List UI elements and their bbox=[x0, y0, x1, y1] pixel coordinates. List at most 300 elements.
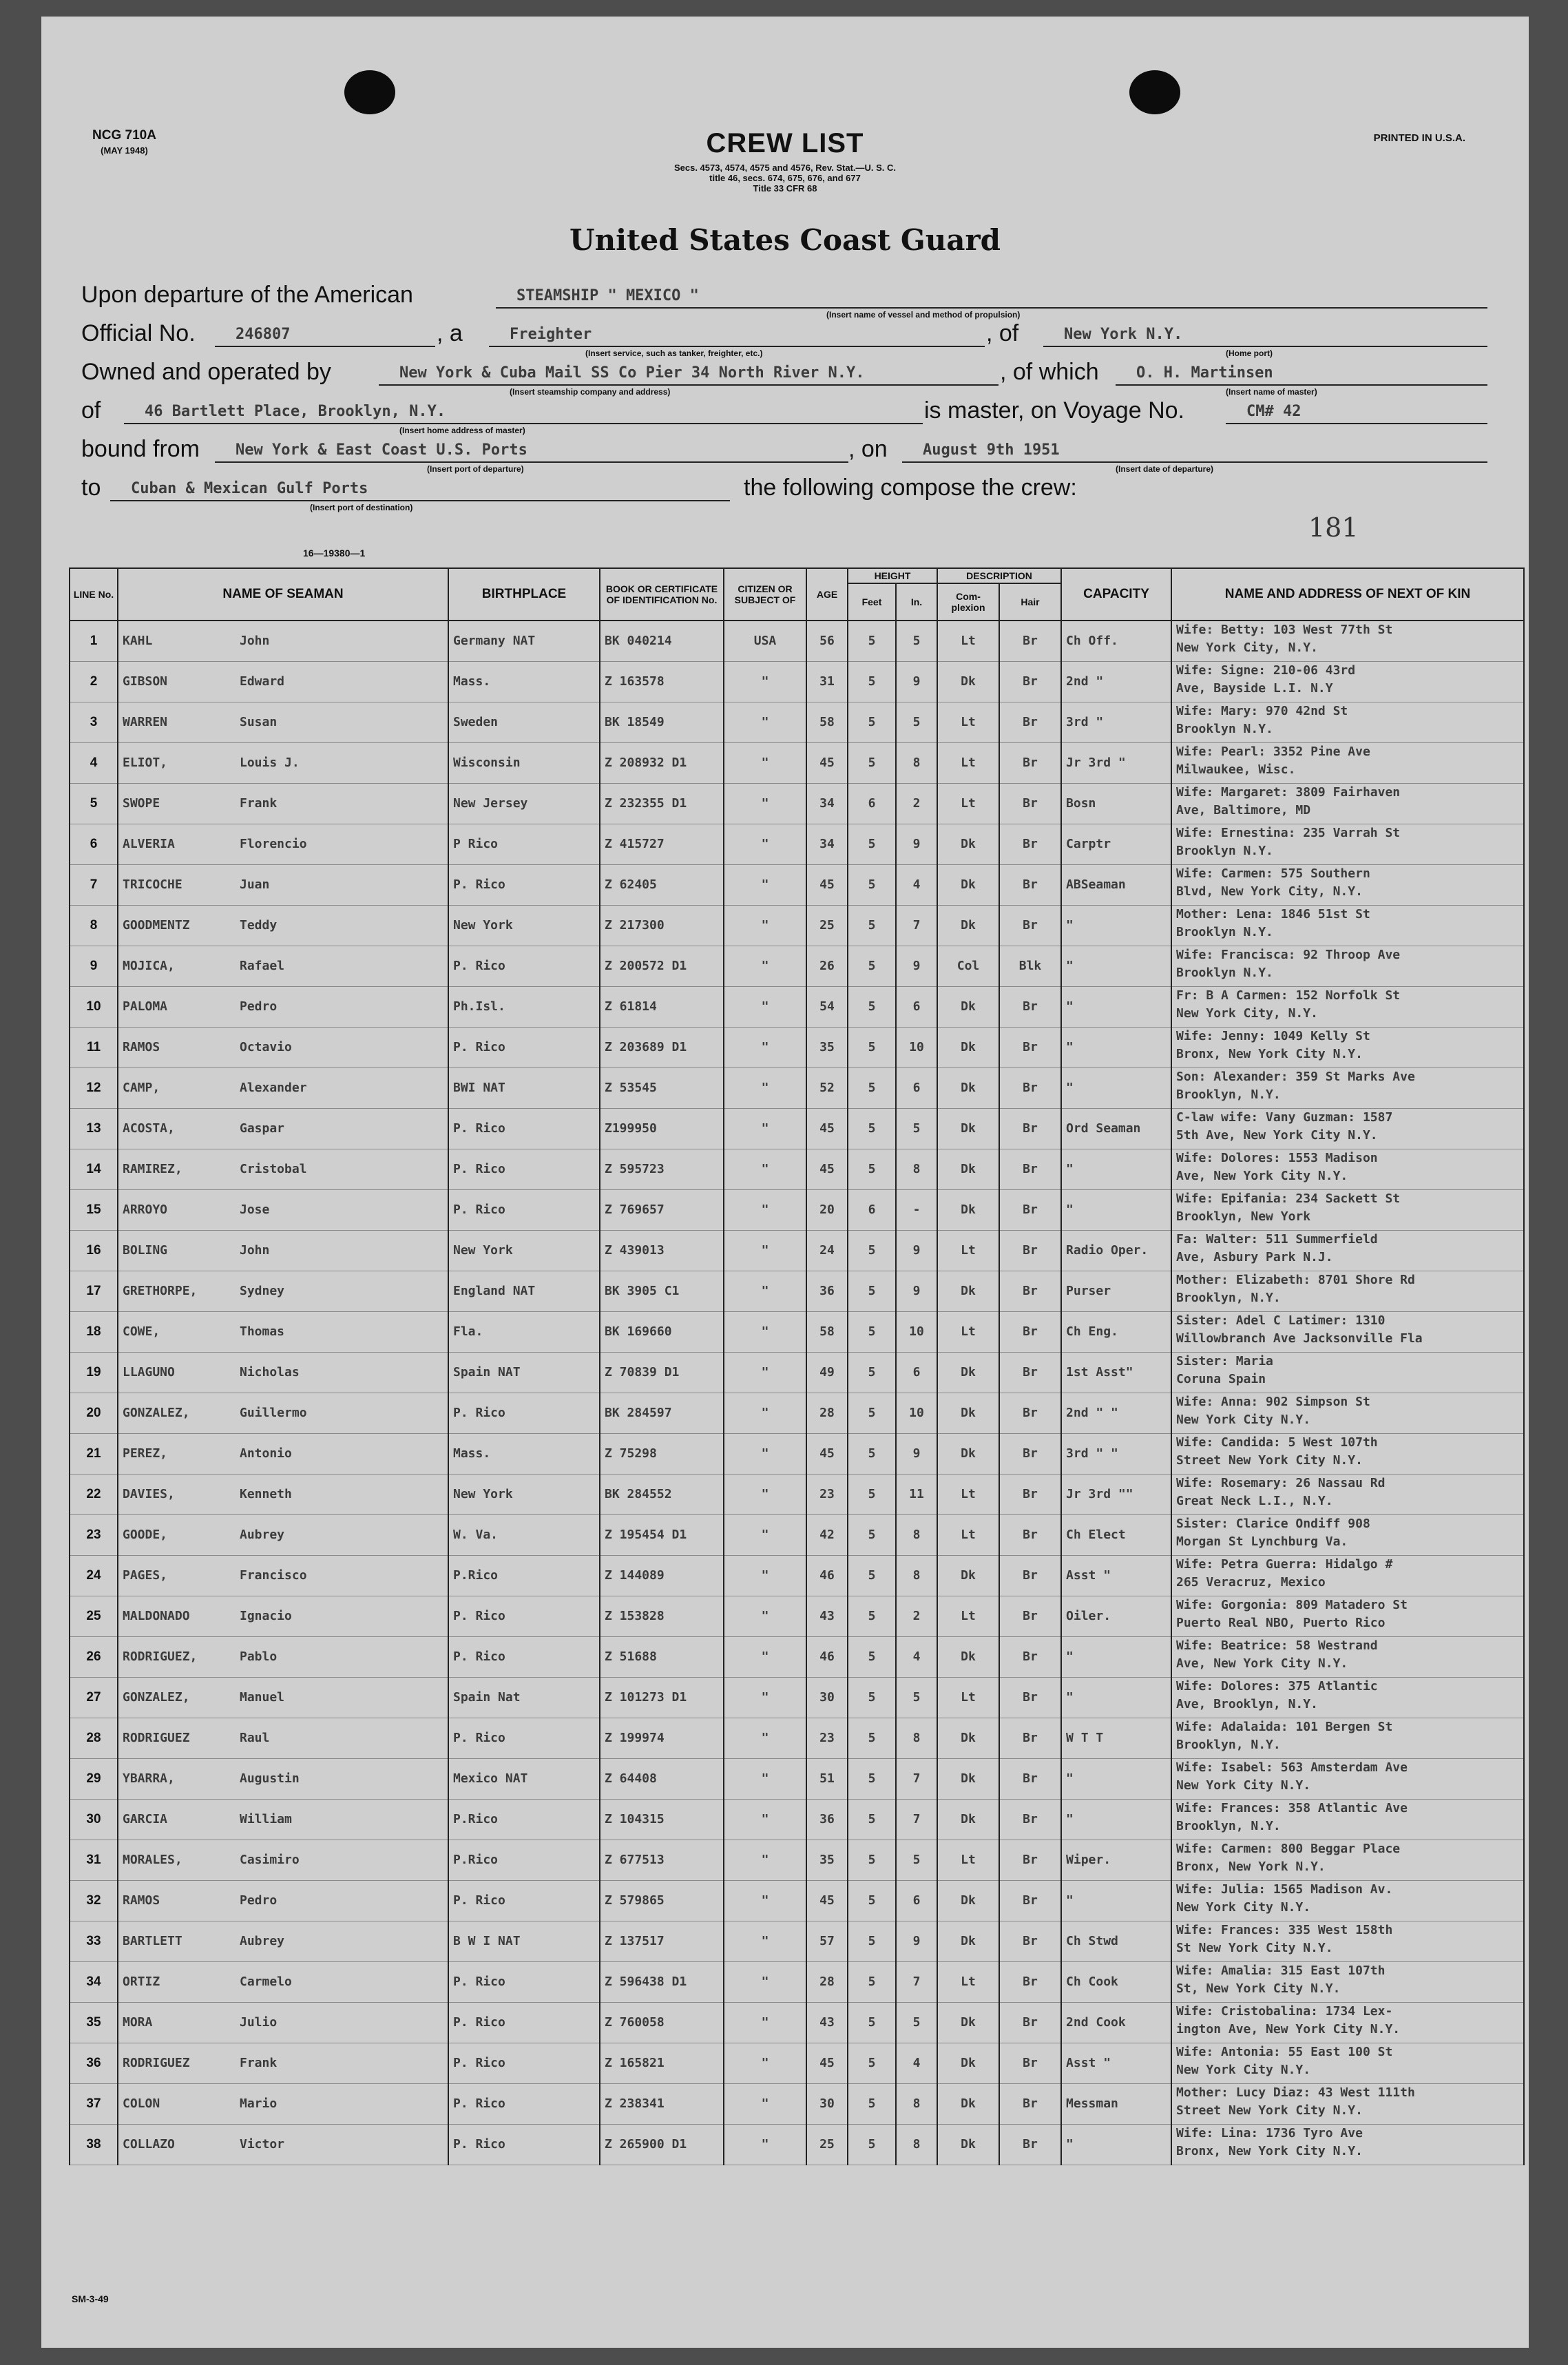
age: 34 bbox=[806, 783, 848, 824]
kin-line: Ave, Asbury Park N.J. bbox=[1176, 1249, 1333, 1264]
given-name: Pedro bbox=[240, 1893, 278, 1908]
height-inches: 5 bbox=[896, 621, 937, 661]
citizenship: " bbox=[724, 864, 806, 905]
seaman-name bbox=[118, 1352, 448, 1393]
surname: ALVERIA bbox=[123, 837, 175, 851]
citizenship: " bbox=[724, 1393, 806, 1433]
height-feet: 5 bbox=[848, 864, 896, 905]
given-name: Juan bbox=[240, 877, 270, 892]
birthplace: Wisconsin bbox=[448, 742, 600, 783]
next-of-kin bbox=[1171, 1921, 1524, 1961]
complexion: Lt bbox=[937, 621, 999, 661]
kin-line: Sister: Adel C Latimer: 1310 bbox=[1176, 1313, 1386, 1328]
master-caption: (Insert name of master) bbox=[1226, 387, 1317, 397]
age: 58 bbox=[806, 1311, 848, 1352]
hair: Br bbox=[999, 1108, 1061, 1149]
age: 45 bbox=[806, 1108, 848, 1149]
complexion: Dk bbox=[937, 1149, 999, 1189]
capacity: " bbox=[1061, 1027, 1171, 1067]
age: 46 bbox=[806, 1636, 848, 1677]
seaman-name bbox=[118, 1961, 448, 2002]
destination-value: Cuban & Mexican Gulf Ports bbox=[131, 480, 368, 497]
birthplace: P. Rico bbox=[448, 864, 600, 905]
kin-line: Wife: Adalaida: 101 Bergen St bbox=[1176, 1719, 1393, 1734]
citizenship: " bbox=[724, 1880, 806, 1921]
surname: BARTLETT bbox=[123, 1934, 182, 1948]
height-inches: 7 bbox=[896, 905, 937, 946]
height-inches: 8 bbox=[896, 742, 937, 783]
next-of-kin bbox=[1171, 1514, 1524, 1555]
birthplace: P. Rico bbox=[448, 1149, 600, 1189]
hair: Br bbox=[999, 1149, 1061, 1189]
height-inches: 5 bbox=[896, 2002, 937, 2043]
birthplace: Spain NAT bbox=[448, 1352, 600, 1393]
hair: Br bbox=[999, 864, 1061, 905]
height-feet: 6 bbox=[848, 783, 896, 824]
line-number: 13 bbox=[70, 1108, 118, 1149]
certificate-number: BK 169660 bbox=[600, 1311, 724, 1352]
height-feet: 5 bbox=[848, 1230, 896, 1271]
hair: Br bbox=[999, 1961, 1061, 2002]
seaman-name bbox=[118, 783, 448, 824]
hair: Br bbox=[999, 1718, 1061, 1758]
birthplace: P. Rico bbox=[448, 946, 600, 986]
print-code: 16—19380—1 bbox=[303, 548, 366, 559]
age: 28 bbox=[806, 1961, 848, 2002]
hair: Br bbox=[999, 1555, 1061, 1596]
seaman-name bbox=[118, 1758, 448, 1799]
form-code-text: NCG 710A bbox=[92, 128, 156, 143]
kin-line: Wife: Cristobalina: 1734 Lex- bbox=[1176, 2003, 1393, 2019]
complexion: Lt bbox=[937, 1596, 999, 1636]
capacity: 2nd " bbox=[1061, 661, 1171, 702]
surname: COWE, bbox=[123, 1324, 160, 1339]
age: 23 bbox=[806, 1718, 848, 1758]
citizenship: " bbox=[724, 824, 806, 864]
capacity: ABSeaman bbox=[1061, 864, 1171, 905]
birthplace: B W I NAT bbox=[448, 1921, 600, 1961]
citizenship: " bbox=[724, 2043, 806, 2083]
complexion: Dk bbox=[937, 2002, 999, 2043]
given-name: Carmelo bbox=[240, 1975, 292, 1989]
kin-line: Wife: Mary: 970 42nd St bbox=[1176, 703, 1348, 718]
seaman-name bbox=[118, 1108, 448, 1149]
given-name: Louis J. bbox=[240, 756, 300, 770]
capacity: Messman bbox=[1061, 2083, 1171, 2124]
height-inches: 6 bbox=[896, 1352, 937, 1393]
surname: BOLING bbox=[123, 1243, 168, 1258]
given-name: Thomas bbox=[240, 1324, 285, 1339]
capacity: Ch Eng. bbox=[1061, 1311, 1171, 1352]
next-of-kin bbox=[1171, 742, 1524, 783]
kin-line: Wife: Frances: 358 Atlantic Ave bbox=[1176, 1800, 1408, 1815]
surname: KAHL bbox=[123, 634, 153, 649]
certificate-number: Z 104315 bbox=[600, 1799, 724, 1840]
kin-line: Brooklyn N.Y. bbox=[1176, 924, 1273, 939]
age: 57 bbox=[806, 1921, 848, 1961]
capacity: Wiper. bbox=[1061, 1840, 1171, 1880]
height-inches: 9 bbox=[896, 1921, 937, 1961]
kin-line: St New York City N.Y. bbox=[1176, 1940, 1333, 1955]
departure-port-field bbox=[215, 438, 848, 463]
height-feet: 5 bbox=[848, 1393, 896, 1433]
kin-line: Wife: Amalia: 315 East 107th bbox=[1176, 1963, 1386, 1978]
kin-line: New York City N.Y. bbox=[1176, 1899, 1311, 1915]
seaman-name bbox=[118, 1311, 448, 1352]
height-inches: 9 bbox=[896, 661, 937, 702]
statute-line: title 46, secs. 674, 675, 676, and 677 bbox=[709, 173, 861, 183]
kin-line: Brooklyn N.Y. bbox=[1176, 965, 1273, 980]
given-name: Mario bbox=[240, 2096, 278, 2111]
col-feet: Feet bbox=[848, 583, 896, 621]
height-inches: 9 bbox=[896, 824, 937, 864]
height-feet: 5 bbox=[848, 2043, 896, 2083]
age: 45 bbox=[806, 2043, 848, 2083]
crew-row bbox=[70, 1433, 1524, 1474]
destination-field bbox=[110, 477, 730, 501]
capacity: " bbox=[1061, 905, 1171, 946]
line-number: 35 bbox=[70, 2002, 118, 2043]
of2-label: of bbox=[81, 397, 101, 424]
line-number: 18 bbox=[70, 1311, 118, 1352]
seaman-name bbox=[118, 1393, 448, 1433]
voyage-field bbox=[1226, 399, 1487, 424]
line-number: 23 bbox=[70, 1514, 118, 1555]
crew-row bbox=[70, 1067, 1524, 1108]
line-number: 21 bbox=[70, 1433, 118, 1474]
height-inches: 10 bbox=[896, 1311, 937, 1352]
col-capacity: CAPACITY bbox=[1061, 568, 1171, 621]
citizenship: " bbox=[724, 1067, 806, 1108]
birthplace: New York bbox=[448, 1474, 600, 1514]
capacity: " bbox=[1061, 1636, 1171, 1677]
complexion: Dk bbox=[937, 1799, 999, 1840]
birthplace: P. Rico bbox=[448, 1596, 600, 1636]
departure-date-value: August 9th 1951 bbox=[923, 441, 1060, 459]
crew-row bbox=[70, 1027, 1524, 1067]
kin-line: St, New York City N.Y. bbox=[1176, 1981, 1341, 1996]
birthplace: Mexico NAT bbox=[448, 1758, 600, 1799]
height-inches: 9 bbox=[896, 1230, 937, 1271]
birthplace: Fla. bbox=[448, 1311, 600, 1352]
capacity: Bosn bbox=[1061, 783, 1171, 824]
hair: Br bbox=[999, 824, 1061, 864]
birthplace: W. Va. bbox=[448, 1514, 600, 1555]
crew-row bbox=[70, 986, 1524, 1027]
birthplace: Spain Nat bbox=[448, 1677, 600, 1718]
kin-line: Wife: Isabel: 563 Amsterdam Ave bbox=[1176, 1760, 1408, 1775]
kin-line: Mother: Lucy Diaz: 43 West 111th bbox=[1176, 2085, 1415, 2100]
surname: GIBSON bbox=[123, 674, 168, 689]
line-number: 14 bbox=[70, 1149, 118, 1189]
kin-line: Morgan St Lynchburg Va. bbox=[1176, 1534, 1348, 1549]
master-address-value: 46 Bartlett Place, Brooklyn, N.Y. bbox=[145, 403, 446, 420]
crew-row bbox=[70, 1555, 1524, 1596]
surname: WARREN bbox=[123, 715, 168, 729]
line-number: 25 bbox=[70, 1596, 118, 1636]
age: 35 bbox=[806, 1027, 848, 1067]
citizenship: " bbox=[724, 2083, 806, 2124]
crew-row bbox=[70, 1921, 1524, 1961]
height-feet: 5 bbox=[848, 1677, 896, 1718]
certificate-number: Z 415727 bbox=[600, 824, 724, 864]
line-number: 12 bbox=[70, 1067, 118, 1108]
of-label: , of bbox=[986, 320, 1019, 346]
complexion: Lt bbox=[937, 1474, 999, 1514]
vessel-caption: (Insert name of vessel and method of propulsion) bbox=[826, 310, 1021, 320]
seaman-name bbox=[118, 1027, 448, 1067]
next-of-kin bbox=[1171, 1758, 1524, 1799]
page-number: 181 bbox=[1308, 512, 1359, 543]
given-name: Manuel bbox=[240, 1690, 285, 1705]
surname: GOODE, bbox=[123, 1528, 168, 1542]
capacity: " bbox=[1061, 986, 1171, 1027]
crew-row bbox=[70, 1799, 1524, 1840]
departure-port-caption: (Insert port of departure) bbox=[427, 464, 524, 474]
surname: PAGES, bbox=[123, 1568, 168, 1583]
next-of-kin bbox=[1171, 1393, 1524, 1433]
kin-line: New York City, N.Y. bbox=[1176, 640, 1318, 655]
height-inches: 8 bbox=[896, 1718, 937, 1758]
complexion: Dk bbox=[937, 1718, 999, 1758]
kin-line: Bronx, New York City N.Y. bbox=[1176, 1046, 1363, 1061]
kin-line: Ave, New York City N.Y. bbox=[1176, 1168, 1348, 1183]
certificate-number: Z 595723 bbox=[600, 1149, 724, 1189]
height-inches: 9 bbox=[896, 946, 937, 986]
kin-line: Wife: Gorgonia: 809 Matadero St bbox=[1176, 1597, 1408, 1612]
age: 43 bbox=[806, 1596, 848, 1636]
col-inches: In. bbox=[896, 583, 937, 621]
next-of-kin bbox=[1171, 1352, 1524, 1393]
hair: Br bbox=[999, 621, 1061, 661]
citizenship: " bbox=[724, 1596, 806, 1636]
age: 58 bbox=[806, 702, 848, 742]
seaman-name bbox=[118, 905, 448, 946]
hair: Br bbox=[999, 1230, 1061, 1271]
complexion: Lt bbox=[937, 1311, 999, 1352]
hair: Br bbox=[999, 1271, 1061, 1311]
col-book: BOOK OR CERTIFICATE OF IDENTIFICATION No. bbox=[600, 568, 724, 621]
citizenship: " bbox=[724, 1230, 806, 1271]
kin-line: Ave, Bayside L.I. N.Y bbox=[1176, 680, 1333, 696]
height-feet: 5 bbox=[848, 986, 896, 1027]
surname: TRICOCHE bbox=[123, 877, 182, 892]
capacity: 2nd " " bbox=[1061, 1393, 1171, 1433]
compose-label: the following compose the crew: bbox=[744, 475, 1077, 501]
kin-line: Fr: B A Carmen: 152 Norfolk St bbox=[1176, 988, 1401, 1003]
seaman-name bbox=[118, 1921, 448, 1961]
departure-label: Upon departure of the American bbox=[81, 282, 413, 308]
kin-line: Milwaukee, Wisc. bbox=[1176, 762, 1296, 777]
birthplace: P. Rico bbox=[448, 1718, 600, 1758]
height-inches: 6 bbox=[896, 986, 937, 1027]
complexion: Lt bbox=[937, 1230, 999, 1271]
certificate-number: Z 153828 bbox=[600, 1596, 724, 1636]
crew-row bbox=[70, 1677, 1524, 1718]
citizenship: " bbox=[724, 1636, 806, 1677]
surname: CAMP, bbox=[123, 1081, 160, 1095]
form-title: CREW LIST bbox=[706, 128, 864, 158]
crew-row bbox=[70, 1514, 1524, 1555]
age: 49 bbox=[806, 1352, 848, 1393]
given-name: Kenneth bbox=[240, 1487, 292, 1501]
seaman-name bbox=[118, 1433, 448, 1474]
age: 51 bbox=[806, 1758, 848, 1799]
complexion: Dk bbox=[937, 1758, 999, 1799]
complexion: Dk bbox=[937, 824, 999, 864]
birthplace: P.Rico bbox=[448, 1555, 600, 1596]
capacity: " bbox=[1061, 2124, 1171, 2165]
given-name: Jose bbox=[240, 1202, 270, 1217]
vessel-type-field bbox=[489, 322, 985, 347]
seaman-name bbox=[118, 1880, 448, 1921]
crew-row bbox=[70, 742, 1524, 783]
crew-row bbox=[70, 2124, 1524, 2165]
given-name: Rafael bbox=[240, 959, 285, 973]
line-number: 32 bbox=[70, 1880, 118, 1921]
certificate-number: Z 232355 D1 bbox=[600, 783, 724, 824]
certificate-number: Z 61814 bbox=[600, 986, 724, 1027]
crew-row bbox=[70, 1311, 1524, 1352]
capacity: 2nd Cook bbox=[1061, 2002, 1171, 2043]
capacity: Asst " bbox=[1061, 1555, 1171, 1596]
next-of-kin bbox=[1171, 1596, 1524, 1636]
next-of-kin bbox=[1171, 1555, 1524, 1596]
complexion: Col bbox=[937, 946, 999, 986]
statute-line: Title 33 CFR 68 bbox=[753, 183, 817, 194]
crew-row bbox=[70, 1189, 1524, 1230]
col-line: LINE No. bbox=[70, 568, 118, 621]
height-inches: 7 bbox=[896, 1758, 937, 1799]
certificate-number: Z 203689 D1 bbox=[600, 1027, 724, 1067]
kin-line: Brooklyn N.Y. bbox=[1176, 721, 1273, 736]
owner-caption: (Insert steamship company and address) bbox=[510, 387, 671, 397]
kin-line: Willowbranch Ave Jacksonville Fla bbox=[1176, 1331, 1423, 1346]
age: 31 bbox=[806, 661, 848, 702]
voyage-value: CM# 42 bbox=[1246, 403, 1302, 420]
given-name: Alexander bbox=[240, 1081, 307, 1095]
seaman-name bbox=[118, 2002, 448, 2043]
certificate-number: Z 51688 bbox=[600, 1636, 724, 1677]
citizenship: " bbox=[724, 1433, 806, 1474]
certificate-number: BK 040214 bbox=[600, 621, 724, 661]
kin-line: Wife: Epifania: 234 Sackett St bbox=[1176, 1191, 1401, 1206]
hair: Br bbox=[999, 1799, 1061, 1840]
surname: RAMOS bbox=[123, 1893, 160, 1908]
complexion: Dk bbox=[937, 1880, 999, 1921]
height-inches: 4 bbox=[896, 864, 937, 905]
kin-line: Puerto Real NBO, Puerto Rico bbox=[1176, 1615, 1386, 1630]
height-inches: 8 bbox=[896, 1514, 937, 1555]
seaman-name bbox=[118, 946, 448, 986]
height-inches: 7 bbox=[896, 1799, 937, 1840]
height-feet: 5 bbox=[848, 1311, 896, 1352]
age: 56 bbox=[806, 621, 848, 661]
crew-row bbox=[70, 1108, 1524, 1149]
height-feet: 5 bbox=[848, 2002, 896, 2043]
birthplace: New Jersey bbox=[448, 783, 600, 824]
given-name: Gaspar bbox=[240, 1121, 285, 1136]
line-number: 30 bbox=[70, 1799, 118, 1840]
col-age: AGE bbox=[806, 568, 848, 621]
kin-line: ington Ave, New York City N.Y. bbox=[1176, 2021, 1401, 2036]
line-number: 5 bbox=[70, 783, 118, 824]
capacity: Purser bbox=[1061, 1271, 1171, 1311]
height-inches: 6 bbox=[896, 1067, 937, 1108]
hair: Br bbox=[999, 1189, 1061, 1230]
next-of-kin bbox=[1171, 1230, 1524, 1271]
seaman-name bbox=[118, 702, 448, 742]
crew-table bbox=[69, 567, 1525, 2165]
kin-line: Mother: Lena: 1846 51st St bbox=[1176, 906, 1370, 921]
capacity: " bbox=[1061, 1677, 1171, 1718]
certificate-number: Z 101273 D1 bbox=[600, 1677, 724, 1718]
crew-row bbox=[70, 1880, 1524, 1921]
age: 25 bbox=[806, 905, 848, 946]
age: 45 bbox=[806, 864, 848, 905]
birthplace: P. Rico bbox=[448, 1393, 600, 1433]
height-feet: 5 bbox=[848, 824, 896, 864]
certificate-number: Z 70839 D1 bbox=[600, 1352, 724, 1393]
age: 26 bbox=[806, 946, 848, 986]
height-feet: 5 bbox=[848, 1271, 896, 1311]
certificate-number: Z 238341 bbox=[600, 2083, 724, 2124]
seaman-name bbox=[118, 1149, 448, 1189]
age: 45 bbox=[806, 1149, 848, 1189]
kin-line: Ave, New York City N.Y. bbox=[1176, 1656, 1348, 1671]
next-of-kin bbox=[1171, 1067, 1524, 1108]
height-inches: 8 bbox=[896, 1149, 937, 1189]
citizenship: " bbox=[724, 1149, 806, 1189]
complexion: Dk bbox=[937, 1555, 999, 1596]
kin-line: Wife: Beatrice: 58 Westrand bbox=[1176, 1638, 1378, 1653]
hair: Br bbox=[999, 1636, 1061, 1677]
birthplace: P. Rico bbox=[448, 2124, 600, 2165]
capacity: Asst " bbox=[1061, 2043, 1171, 2083]
kin-line: C-law wife: Vany Guzman: 1587 bbox=[1176, 1109, 1393, 1125]
age: 23 bbox=[806, 1474, 848, 1514]
surname: ELIOT, bbox=[123, 756, 168, 770]
next-of-kin bbox=[1171, 1880, 1524, 1921]
line-number: 27 bbox=[70, 1677, 118, 1718]
master-address-caption: (Insert home address of master) bbox=[399, 426, 525, 435]
height-feet: 5 bbox=[848, 1636, 896, 1677]
citizenship: " bbox=[724, 1352, 806, 1393]
certificate-number: Z 217300 bbox=[600, 905, 724, 946]
line-number: 10 bbox=[70, 986, 118, 1027]
given-name: Pedro bbox=[240, 999, 278, 1014]
next-of-kin bbox=[1171, 1474, 1524, 1514]
kin-line: Sister: Maria bbox=[1176, 1353, 1273, 1368]
surname: RAMOS bbox=[123, 1040, 160, 1054]
punch-hole-left bbox=[344, 70, 395, 114]
hair: Br bbox=[999, 1677, 1061, 1718]
next-of-kin bbox=[1171, 783, 1524, 824]
kin-line: Wife: Lina: 1736 Tyro Ave bbox=[1176, 2125, 1363, 2140]
col-name: NAME OF SEAMAN bbox=[118, 568, 448, 621]
complexion: Lt bbox=[937, 702, 999, 742]
capacity: Ch Stwd bbox=[1061, 1921, 1171, 1961]
height-feet: 5 bbox=[848, 1921, 896, 1961]
age: 30 bbox=[806, 1677, 848, 1718]
official-no-value: 246807 bbox=[236, 326, 291, 343]
complexion: Dk bbox=[937, 1108, 999, 1149]
seaman-name bbox=[118, 742, 448, 783]
birthplace: P. Rico bbox=[448, 1880, 600, 1921]
statutes bbox=[41, 163, 1529, 194]
citizenship: " bbox=[724, 742, 806, 783]
certificate-number: Z 265900 D1 bbox=[600, 2124, 724, 2165]
